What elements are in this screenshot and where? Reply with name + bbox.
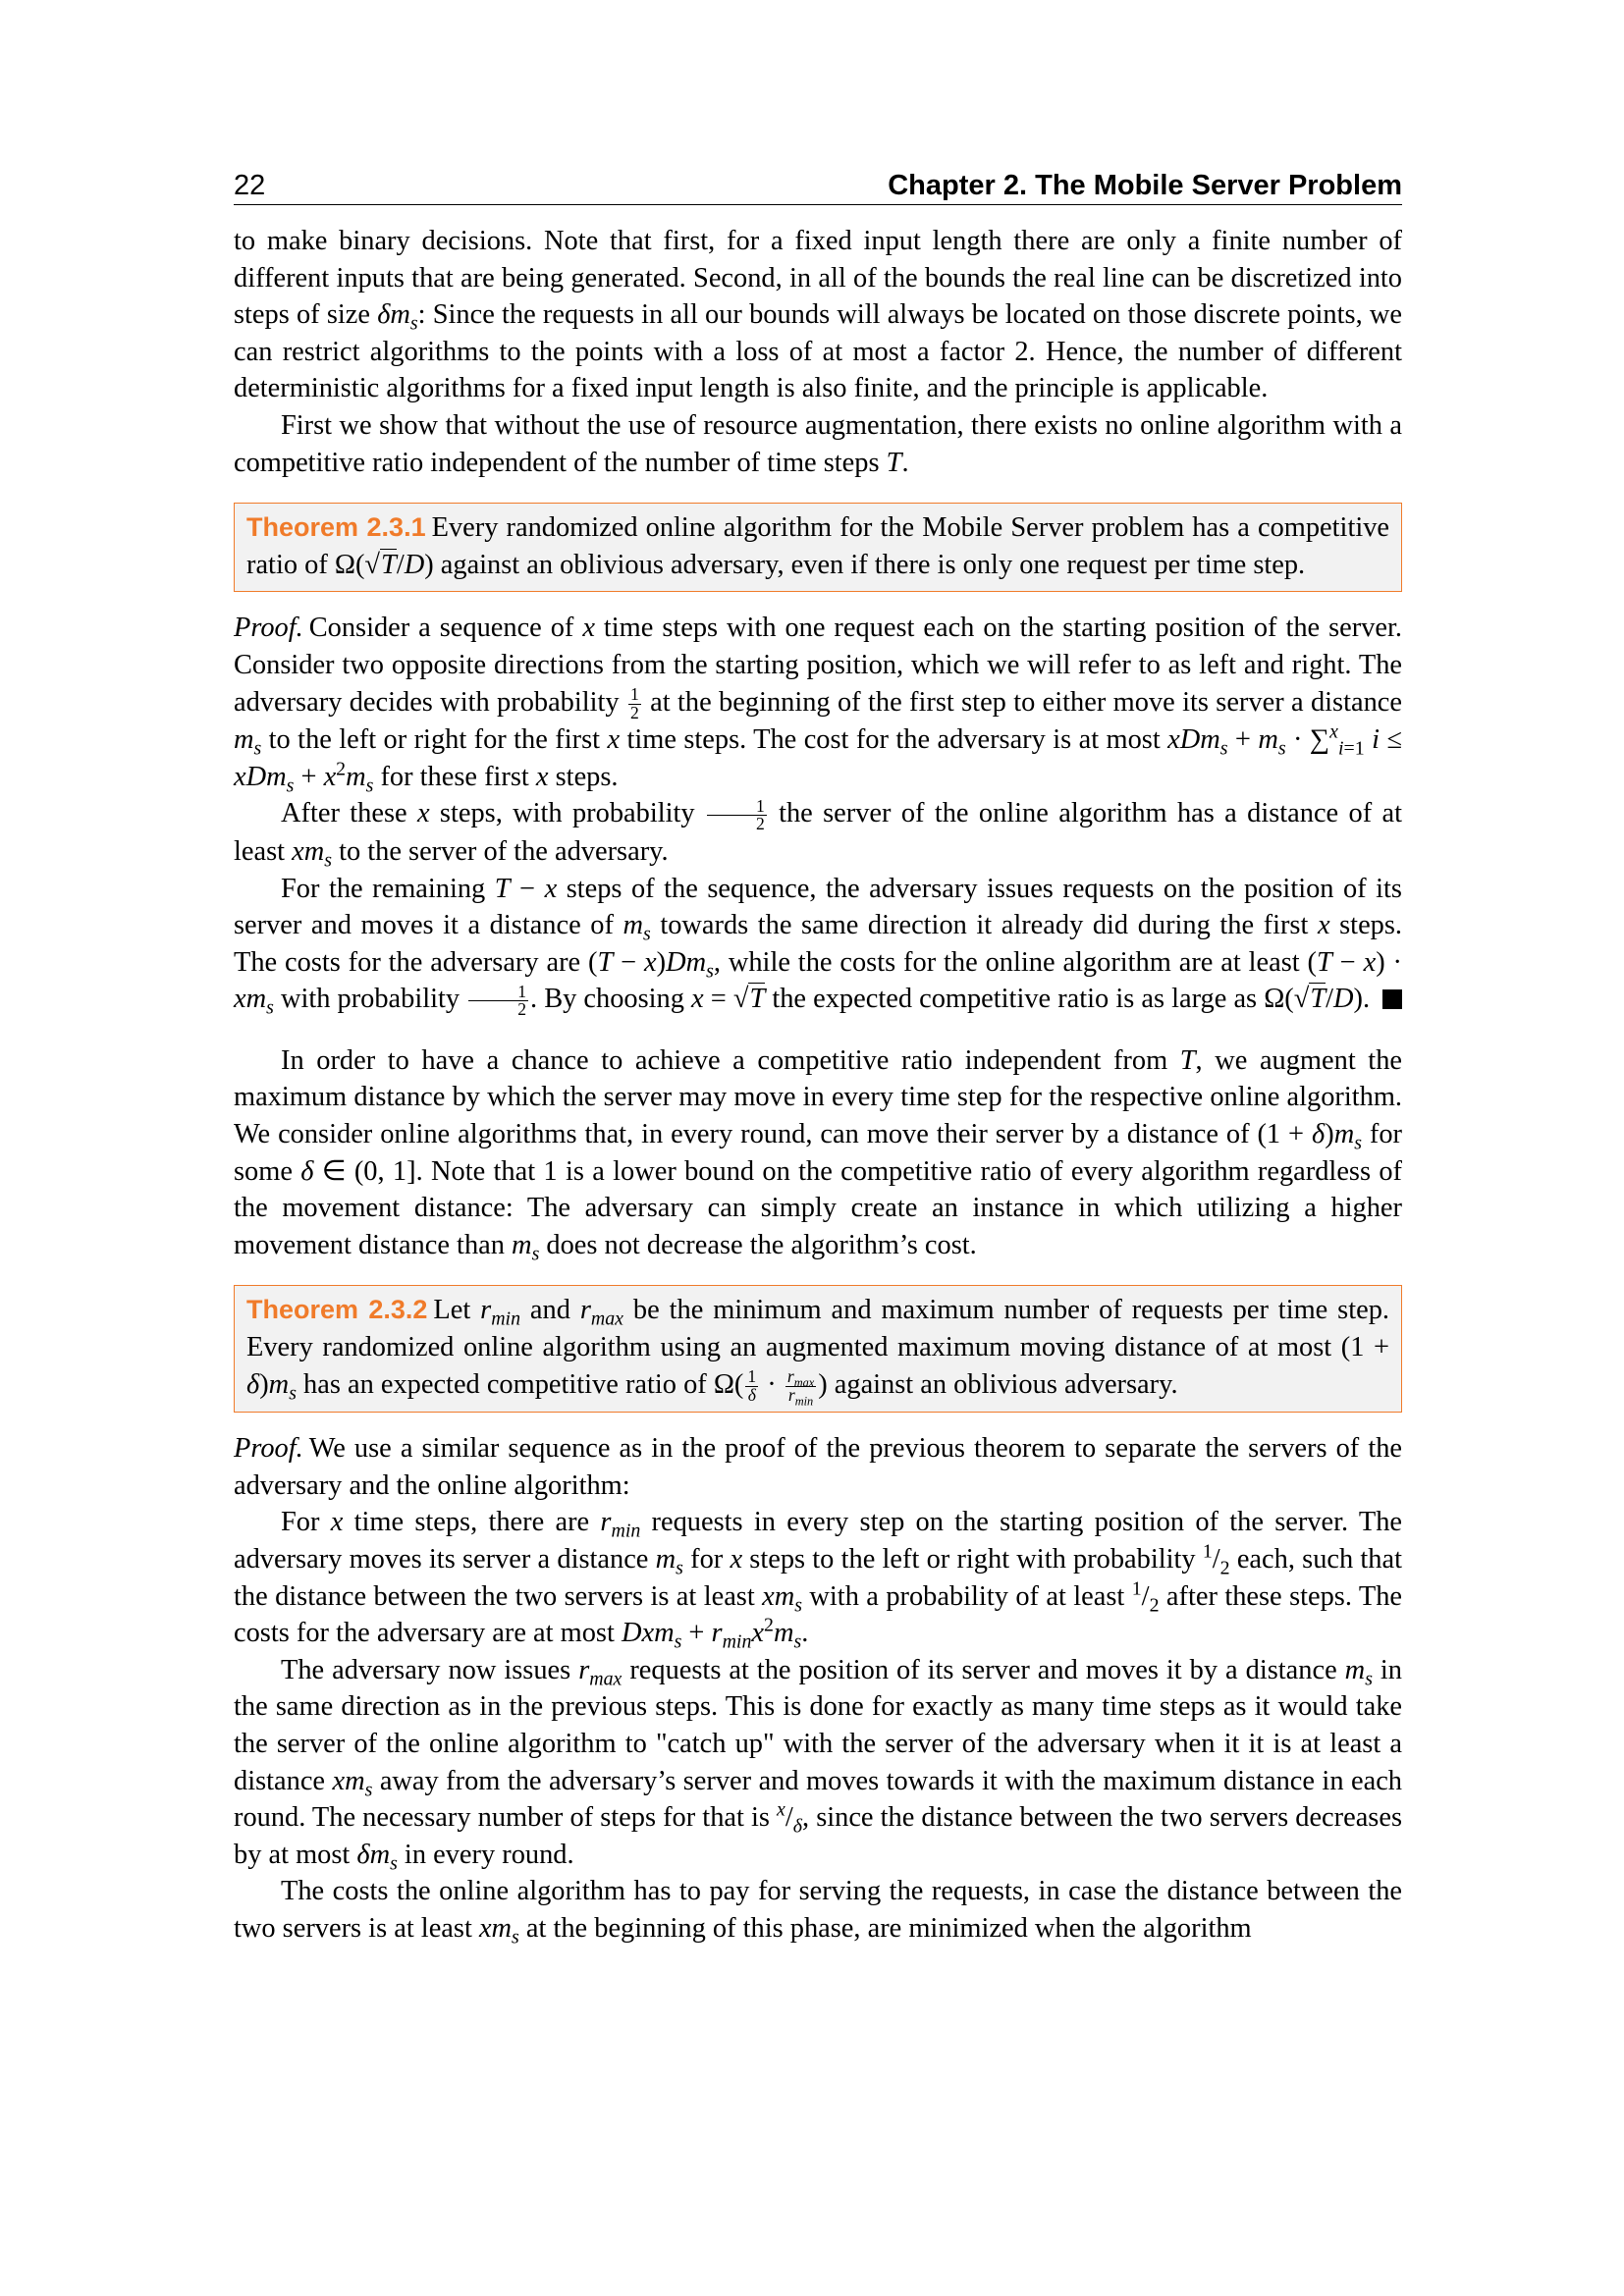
body-text — [234, 223, 1402, 1948]
paragraph: For the remaining T − x steps of the sequence, the adversary issues requests on the position of its server and moves it a distance of $m_s$ towards the same direction it already did during the first x steps. The costs for the adversary are $(T - x)Dm_s$, while the costs for the online algorithm are at least $(T - x) \cdot xm_s$ with probability $\frac{1}{2}$ . By choosing x = √T the expected competitive ratio is as large as Ω(√T/D). — [234, 873, 1403, 1020]
qed-symbol — [1382, 989, 1402, 1009]
proof-label: Proof. — [234, 613, 303, 644]
page — [234, 159, 1402, 1948]
paragraph: The costs the online algorithm has to pay for serving the requests, in case the distance between the two servers is at least $xm_s$ at the beginning of this phase, are minimized when the algorithm — [234, 1876, 1402, 1949]
theorem-statement: Theorem 2.3.1 Every randomized online algorithm for the Mobile Server problem has a competitive ratio of Ω(√T/D) against an oblivious adversary, even if there is only one request per time step. — [246, 512, 1390, 580]
proof-paragraph: Proof. We use a similar sequence as in the proof of the previous theorem to separate the servers of the adversary and the online algorithm: — [234, 1433, 1402, 1501]
paragraph: The adversary now issues $r_{max}$ requests at the position of its server and moves it by a distance $m_s$ in the same direction as in the previous steps. This is done for exactly as many time steps as it would take the server of the online algorithm to "catch up" with the server of the adversary when it it is at least a distance $xm_s$ away from the adversary’s server and moves towards it with the maximum distance in each round. The necessary number of steps for that is $^x/_\delta$, since the distance between the two servers decreases by at most $\delta m_s$ in every round. — [234, 1654, 1402, 1875]
proof-paragraph: Proof. Consider a sequence of x time steps with one request each on the starting position of the server. Consider two opposite directions from the starting position, which we will refer to as left and right. The adversary decides with probability $\frac{1}{2}$ at the beginning of the first step to either move its server a distance $m_s$ to the left or right for the first x time steps. The cost for the adversary is at most $xDm_s + m_s \cdot \sum^x_{i=1}$ $i \le xDm_s + x^2m_s$ for these first x steps. — [234, 613, 1402, 797]
proof-label: Proof. — [234, 1433, 303, 1465]
paragraph: to make binary decisions. Note that first, for a fixed input length there are only a finite number of different inputs that are being generated. Second, in all of the bounds the real line can be discretized into steps of size $\delta m_s$: Since the requests in all our bounds will always be located on those discrete points, we can restrict algorithms to the points with a loss of at most a factor 2. Hence, the number of different deterministic algorithms for a fixed input length is also finite, and the principle is applicable. — [234, 226, 1402, 404]
theorem-box — [234, 1285, 1402, 1413]
chapter-title: Chapter 2. The Mobile Server Problem — [888, 170, 1402, 201]
paragraph: In order to have a chance to achieve a competitive ratio independent from T, we augment the maximum distance by which the server may move in every time step for the respective online algorithm. We consider online algorithms that, in every round, can move their server by a distance of $(1 + \delta)m_s$ for some δ ∈ (0, 1]. Note that 1 is a lower bound on the competitive ratio of every algorithm regardless of the movement distance: The adversary can simply create an instance in which utilizing a higher movement distance than $m_s$ does not decrease the algorithm’s cost. — [234, 1044, 1403, 1265]
running-head — [234, 159, 1402, 205]
theorem-statement: Theorem 2.3.2 Let $r_{min}$ and $r_{max}$ be the minimum and maximum number of requests per time step. Every randomized online algorithm using an augmented maximum moving distance of at most $(1 + \delta)m_s$ has an expected competitive ratio of Ω( $\frac{1}{\delta}$ · $\frac{r_{max}}{r_{min}}$ ) against an oblivious adversary. — [246, 1295, 1390, 1409]
paragraph: First we show that without the use of resource augmentation, there exists no online algorithm with a competitive ratio independent of the number of time steps T. — [234, 409, 1402, 478]
paragraph: For x time steps, there are $r_{min}$ requests in every step on the starting position of the server. The adversary moves its server a distance $m_s$ for x steps to the left or right with probability $^1/_2$ each, such that the distance between the two servers is at least $xm_s$ with a probability of at least $^1/_2$ after these steps. The costs for the adversary are at most $Dxm_s + r_{min}x^2m_s$. — [234, 1507, 1402, 1653]
theorem-box — [234, 503, 1402, 592]
theorem-label: Theorem 2.3.1 — [246, 512, 426, 543]
paragraph: After these x steps, with probability $\frac{1}{2}$ the server of the online algorithm has a distance of at least $xm_s$ to the server of the adversary. — [234, 795, 1402, 872]
page-number: 22 — [234, 170, 266, 201]
theorem-label: Theorem 2.3.2 — [246, 1295, 428, 1325]
